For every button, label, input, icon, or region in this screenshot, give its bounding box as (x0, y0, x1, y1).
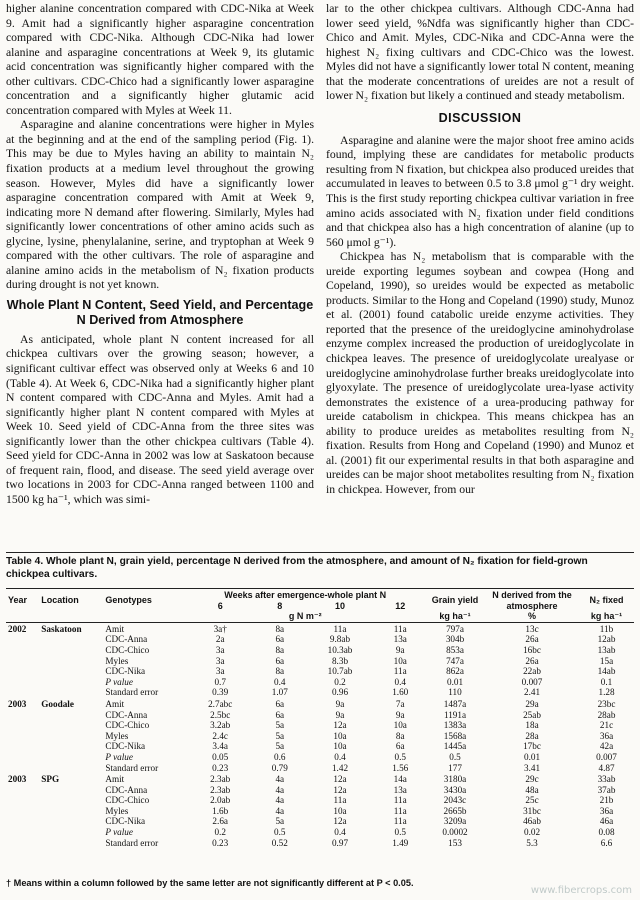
table-header-rule (6, 588, 634, 589)
cell-genotype: CDC-Anna (105, 784, 148, 795)
cell-ndfa: 29c (525, 774, 539, 785)
cell-genotype: P value (105, 751, 133, 762)
cell-w6: 2.0ab (210, 795, 231, 806)
cell-w10: 11a (333, 795, 347, 806)
col-header-location: Location (41, 595, 79, 606)
cell-genotype: CDC-Chico (105, 720, 150, 731)
cell-grain: 0.5 (449, 751, 461, 762)
cell-ndfa: 31bc (523, 805, 541, 816)
cell-w6: 2.3ab (210, 774, 231, 785)
cell-genotype: P value (105, 676, 133, 687)
paragraph: lar to the other chickpea cultivars. Although CDC-Anna had lower seed yield, %Ndfa was significantly higher than CDC-Chico and Amit. Myles, CDC-Nika and CDC-Anna were the highest N₂ fixing cultivars and CDC-Chico was the lowest. Myles did not have a significantly lower total N content, meaning that the moderate concentrations of ureides are not a result of lower N₂ fixation but likely a continued and steady metabolism. (326, 2, 634, 103)
cell-w6: 2a (215, 634, 225, 645)
cell-w8: 0.52 (271, 837, 288, 848)
cell-ndfa: 3.41 (523, 762, 541, 773)
cell-fixed: 21c (599, 720, 614, 731)
cell-year (6, 838, 39, 849)
cell-w6: 3a (215, 666, 225, 677)
cell-location: Goodale (41, 698, 74, 709)
cell-w8: 5a (275, 730, 285, 741)
cell-year (6, 763, 39, 774)
cell-w8: 4a (275, 805, 285, 816)
cell-ndfa: 5.3 (526, 837, 538, 848)
cell-ndfa: 29a (525, 698, 539, 709)
cell-grain: 153 (448, 837, 462, 848)
cell-year (6, 827, 39, 838)
col-header-genotypes: Genotypes (105, 595, 152, 606)
cell-ndfa: 17bc (523, 741, 541, 752)
cell-fixed: 11b (599, 623, 614, 634)
table-row (6, 785, 634, 796)
cell-w12: 11a (393, 795, 407, 806)
cell-w8: 4a (275, 774, 285, 785)
cell-w12: 0.5 (394, 827, 406, 838)
cell-year (6, 634, 39, 645)
cell-genotype: CDC-Chico (105, 795, 150, 806)
cell-w10: 10a (333, 741, 347, 752)
col-header-week12: 12 (395, 600, 406, 611)
cell-w12: 8a (395, 730, 405, 741)
cell-w10: 1.42 (331, 762, 349, 773)
cell-genotype: CDC-Chico (105, 644, 150, 655)
table-row (6, 816, 634, 827)
col-header-week8: 8 (277, 600, 283, 611)
cell-w8: 6a (275, 655, 285, 666)
table-row (6, 687, 634, 698)
cell-year (6, 806, 39, 817)
cell-w8: 6a (275, 634, 285, 645)
table-row (6, 827, 634, 838)
section-heading: DISCUSSION (438, 110, 522, 125)
cell-w12: 1.56 (392, 762, 409, 773)
cell-w6: 2.5bc (210, 709, 231, 720)
cell-fixed: 0.08 (598, 827, 615, 838)
table-caption: Table 4. Whole plant N, grain yield, percentage N derived from the atmosphere, and amount of N₂ fixation for field-grown chickpea cultivars. (6, 556, 588, 580)
units-grain: kg ha⁻¹ (425, 611, 485, 622)
units-ndfa: % (485, 611, 579, 622)
cell-ndfa: 25ab (523, 709, 541, 720)
cell-grain: 0.0002 (442, 827, 468, 838)
cell-year (6, 720, 39, 731)
cell-w8: 5a (275, 741, 285, 752)
cell-location (39, 710, 103, 721)
col-header-year: Year (8, 595, 28, 606)
paragraph: Asparagine and alanine concentrations were higher in Myles at the beginning and at the end of the sampling period (Fig. 1). This may be due to Myles having an ability to maintain N₂ fixation products at a medium level throughout the growing season. However, Myles did have a significantly lower asparagine concentration compared with Amit at Week 9, indicating more N demand after flowering. Similarly, Myles had significantly lower concentrations of other amino acids such as glycine, lysine, phenylalanine, serine, and tryptophan at Week 9 compared with the other cultivars. The role of asparagine and alanine amino acids in the metabolism of N₂ fixation products during drought is not yet known. (6, 118, 314, 292)
cell-ndfa: 22ab (523, 666, 541, 677)
table-row (6, 741, 634, 752)
cell-fixed: 46a (599, 816, 614, 827)
cell-year (6, 752, 39, 763)
cell-w12: 13a (393, 634, 407, 645)
cell-ndfa: 18a (525, 720, 539, 731)
cell-grain: 3430a (443, 784, 467, 795)
cell-ndfa: 48a (525, 784, 539, 795)
cell-fixed: 0.1 (600, 676, 613, 687)
cell-genotype: Amit (105, 774, 125, 785)
cell-w6: 3a (215, 655, 225, 666)
cell-w8: 4a (275, 795, 285, 806)
cell-genotype: P value (105, 827, 133, 838)
cell-w8: 4a (275, 784, 285, 795)
cell-w12: 9a (395, 644, 405, 655)
table-row (6, 634, 634, 645)
cell-grain: 1568a (443, 730, 467, 741)
cell-year (6, 666, 39, 677)
table-body (6, 622, 634, 848)
cell-grain: 304b (445, 634, 465, 645)
table-row (6, 763, 634, 774)
cell-w12: 11a (393, 805, 407, 816)
cell-grain: 2043c (443, 795, 467, 806)
right-column (326, 2, 634, 508)
cell-genotype: CDC-Anna (105, 709, 148, 720)
cell-genotype: Myles (105, 730, 129, 741)
cell-w8: 6a (275, 698, 285, 709)
table-row (6, 656, 634, 667)
cell-w12: 1.60 (392, 687, 409, 698)
cell-w6: 3a† (213, 623, 227, 634)
cell-w10: 0.96 (331, 687, 349, 698)
paragraph: Asparagine and alanine were the major shoot free amino acids found, implying these are candidates for metabolic products resulting from N fixation, but chickpea also produced ureides that accumulated in leaves to between 0.5 to 3.8 μmol g⁻¹ dry weight. This is the first study reporting chickpea cultivar variation in free amino acids associated with N₂ fixation under field conditions and that chickpea also has a high concentration of alanine (up to 560 μmol g⁻¹). (326, 133, 634, 249)
cell-grain: 1445a (443, 741, 467, 752)
cell-w10: 12a (333, 774, 347, 785)
col-header-week6: 6 (217, 600, 223, 611)
cell-w6: 1.6b (212, 805, 229, 816)
table-row (6, 773, 634, 785)
cell-w6: 2.4c (212, 730, 228, 741)
cell-genotype: Standard error (105, 762, 159, 773)
cell-ndfa: 13c (525, 623, 539, 634)
table-footnote: † Means within a column followed by the same letter are not significantly different at P < 0.05. (6, 878, 414, 888)
cell-year (6, 785, 39, 796)
cell-ndfa: 0.007 (521, 676, 543, 687)
table-row (6, 720, 634, 731)
cell-w8: 0.5 (274, 827, 286, 838)
cell-grain: 177 (448, 762, 462, 773)
cell-ndfa: 25c (525, 795, 539, 806)
cell-location (39, 731, 103, 742)
cell-year (6, 731, 39, 742)
cell-location (39, 741, 103, 752)
cell-w10: 9a (335, 698, 345, 709)
cell-genotype: CDC-Nika (105, 741, 146, 752)
cell-location (39, 752, 103, 763)
cell-fixed: 36a (599, 805, 614, 816)
cell-w10: 0.2 (334, 676, 346, 687)
cell-location (39, 720, 103, 731)
col-header-fixed: N₂ fixed (589, 595, 624, 606)
cell-w10: 10.7ab (327, 666, 353, 677)
table-row (6, 677, 634, 688)
cell-location (39, 645, 103, 656)
cell-year: 2002 (8, 623, 27, 634)
cell-w12: 11a (393, 666, 407, 677)
cell-ndfa: 26a (525, 655, 539, 666)
cell-year (6, 645, 39, 656)
cell-genotype: Amit (105, 623, 125, 634)
cell-w6: 2.7abc (208, 698, 233, 709)
cell-year (6, 816, 39, 827)
cell-fixed: 42a (599, 741, 614, 752)
cell-w10: 9.8ab (329, 634, 351, 645)
cell-w12: 10a (393, 720, 407, 731)
col-header-grain: Grain yield (431, 595, 479, 606)
cell-fixed: 33ab (597, 774, 616, 785)
cell-w8: 8a (275, 644, 285, 655)
cell-year (6, 795, 39, 806)
table-row (6, 622, 634, 634)
units-plant-n: g N m⁻² (185, 611, 425, 622)
cell-genotype: Myles (105, 655, 129, 666)
cell-w12: 9a (395, 709, 405, 720)
paragraph: higher alanine concentration compared with CDC-Nika at Week 9. Amit had a significantly higher asparagine concentration compared with CDC-Nika. Although CDC-Nika had lower alanine and asparagine concentrations at Week 9, its glutamic acid concentration was significantly higher compared with the other cultivars. CDC-Chico had a significantly lower asparagine concentration and a significantly higher glutamic acid concentration compared with Myles at Week 11. (6, 2, 314, 117)
cell-year (6, 656, 39, 667)
cell-genotype: Amit (105, 698, 125, 709)
cell-genotype: Standard error (105, 687, 159, 698)
col-header-weeks-group: Weeks after emergence-whole plant N (224, 590, 387, 600)
cell-w12: 13a (393, 784, 407, 795)
cell-w10: 8.3b (331, 655, 349, 666)
cell-year (6, 741, 39, 752)
cell-ndfa: 46ab (523, 816, 541, 827)
table-row (6, 838, 634, 849)
cell-w6: 0.2 (214, 827, 226, 838)
table-row (6, 795, 634, 806)
cell-location (39, 687, 103, 698)
cell-grain: 3209a (443, 816, 467, 827)
cell-w10: 0.4 (334, 827, 346, 838)
table-top-rule (6, 552, 634, 553)
cell-w6: 2.6a (212, 816, 228, 827)
cell-grain: 3180a (443, 774, 467, 785)
units-fixed: kg ha⁻¹ (579, 611, 634, 622)
cell-w10: 0.4 (334, 751, 346, 762)
cell-w10: 12a (333, 816, 347, 827)
cell-fixed: 0.007 (596, 751, 617, 762)
cell-year: 2003 (8, 698, 27, 709)
cell-location (39, 677, 103, 688)
paragraph: As anticipated, whole plant N content increased for all chickpea cultivars over the growing season; however, a significant cultivar effect was observed only at Weeks 6 and 10 (Table 4). At Week 6, CDC-Nika had a significantly higher plant N content compared with CDC-Anna and Myles. Amit had a significantly higher plant N content compared with Myles at Week 10. Seed yield of CDC-Anna from the three sites was significantly lower than the other chickpea cultivars (Table 4). Seed yield for CDC-Anna in 2002 was low at Saskatoon because of frequent rain, flood, and disease. The seed yield average over two locations in 2003 for CDC-Anna ranged between 1100 and 1500 kg ha⁻¹, which was simi- (6, 332, 314, 506)
cell-w6: 3a (215, 644, 225, 655)
cell-grain: 747a (446, 655, 464, 666)
cell-year (6, 710, 39, 721)
cell-w10: 10.3ab (327, 644, 353, 655)
cell-grain: 2665b (443, 805, 467, 816)
cell-genotype: CDC-Nika (105, 816, 146, 827)
cell-w12: 6a (395, 741, 405, 752)
cell-fixed: 6.6 (600, 837, 613, 848)
cell-w8: 0.6 (274, 751, 286, 762)
cell-w6: 0.05 (212, 751, 229, 762)
cell-w6: 2.3ab (210, 784, 231, 795)
cell-w8: 6a (275, 709, 285, 720)
cell-w12: 14a (393, 774, 407, 785)
cell-grain: 0.01 (446, 676, 464, 687)
cell-w10: 10a (333, 730, 347, 741)
table-row (6, 806, 634, 817)
col-header-ndfa: N derived from the atmosphere (492, 590, 572, 611)
cell-ndfa: 28a (525, 730, 539, 741)
cell-location (39, 763, 103, 774)
paragraph: Chickpea has N₂ metabolism that is comparable with the ureide exporting legumes soybean and cowpea (Hong and Copeland, 1990), so ureides would be expected as metabolic products. Similar to the Hong and Copeland (1990) study, Munoz et al. (2001) found catabolic ureide enzyme activities. They reported that the presence of the ureidoglycine aminohydrolase enzyme complex increased the production of ureidoglycolate in chickpea leaves. The presence of ureidoglycolate urealyase or ureidoglycine aminohydrolase further breaks ureidoglycolate into glyoxylate. The presence of ureidoglycolate urea-lyase activity demonstrates the existence of a urea-producing pathway for ureide catabolism in chickpea. This means chickpea has an ability to produce ureides as metabolites resulting from N₂ fixation. Results from Hong and Copeland (1990) and Munoz et al. (2001) fit our experimental results in that both asparagine and ureides can be major shoot metabolites resulting from N₂ fixation in chickpea. However, from our (326, 250, 634, 496)
table-row (6, 731, 634, 742)
data-table (6, 590, 634, 848)
cell-fixed: 13ab (597, 644, 616, 655)
col-header-week10: 10 (334, 600, 345, 611)
cell-w8: 1.07 (271, 687, 288, 698)
cell-w10: 12a (333, 784, 347, 795)
cell-w12: 0.5 (394, 751, 406, 762)
cell-fixed: 15a (599, 655, 614, 666)
watermark: www.fibercrops.com (530, 885, 632, 896)
cell-grain: 1383a (443, 720, 467, 731)
cell-w12: 11a (393, 816, 407, 827)
cell-genotype: CDC-Nika (105, 666, 146, 677)
cell-location (39, 838, 103, 849)
cell-w8: 0.4 (274, 676, 286, 687)
cell-ndfa: 0.01 (523, 751, 541, 762)
cell-w12: 7a (395, 698, 405, 709)
cell-genotype: Standard error (105, 837, 159, 848)
cell-location (39, 795, 103, 806)
cell-w6: 0.7 (214, 676, 226, 687)
cell-fixed: 23bc (597, 698, 616, 709)
cell-location (39, 656, 103, 667)
cell-w8: 5a (275, 720, 285, 731)
cell-ndfa: 26a (525, 634, 539, 645)
section-heading: Whole Plant N Content, Seed Yield, and Percentage N Derived from Atmosphere (6, 297, 314, 327)
cell-year (6, 677, 39, 688)
cell-w12: 11a (393, 623, 407, 634)
cell-fixed: 21b (599, 795, 614, 806)
table-row (6, 710, 634, 721)
cell-location (39, 827, 103, 838)
cell-location: SPG (41, 774, 60, 785)
cell-w8: 8a (275, 623, 285, 634)
table-row (6, 666, 634, 677)
cell-location (39, 816, 103, 827)
cell-grain: 862a (446, 666, 464, 677)
cell-ndfa: 2.41 (523, 687, 541, 698)
cell-fixed: 36a (599, 730, 614, 741)
cell-grain: 110 (448, 687, 462, 698)
cell-w10: 0.97 (331, 837, 349, 848)
cell-w6: 3.2ab (210, 720, 231, 731)
cell-w8: 0.79 (271, 762, 288, 773)
cell-fixed: 1.28 (598, 687, 615, 698)
cell-location: Saskatoon (41, 623, 82, 634)
cell-w8: 8a (275, 666, 285, 677)
cell-location (39, 666, 103, 677)
cell-fixed: 28ab (597, 709, 616, 720)
cell-genotype: CDC-Anna (105, 634, 148, 645)
cell-location (39, 634, 103, 645)
table-row (6, 698, 634, 710)
cell-grain: 1487a (443, 698, 467, 709)
cell-fixed: 14ab (597, 666, 616, 677)
cell-year: 2003 (8, 774, 27, 785)
two-column-body (6, 2, 634, 508)
cell-w12: 0.4 (394, 676, 406, 687)
table-row (6, 645, 634, 656)
cell-genotype: Myles (105, 805, 129, 816)
cell-w10: 11a (333, 623, 347, 634)
cell-fixed: 12ab (597, 634, 616, 645)
cell-location (39, 806, 103, 817)
cell-fixed: 4.87 (598, 762, 615, 773)
cell-ndfa: 16bc (523, 644, 541, 655)
cell-w6: 3.4a (212, 741, 228, 752)
cell-w10: 12a (333, 720, 347, 731)
table-row (6, 752, 634, 763)
cell-location (39, 785, 103, 796)
cell-w12: 1.49 (392, 837, 409, 848)
cell-w6: 0.23 (212, 762, 229, 773)
cell-w12: 10a (393, 655, 407, 666)
cell-w10: 9a (335, 709, 345, 720)
cell-year (6, 687, 39, 698)
cell-w10: 10a (333, 805, 347, 816)
cell-fixed: 37ab (597, 784, 616, 795)
cell-w6: 0.39 (212, 687, 229, 698)
left-column (6, 2, 314, 508)
cell-w8: 5a (275, 816, 285, 827)
cell-grain: 853a (446, 644, 464, 655)
cell-grain: 1191a (443, 709, 467, 720)
cell-grain: 797a (446, 623, 464, 634)
cell-w6: 0.23 (212, 837, 229, 848)
cell-ndfa: 0.02 (523, 827, 541, 838)
